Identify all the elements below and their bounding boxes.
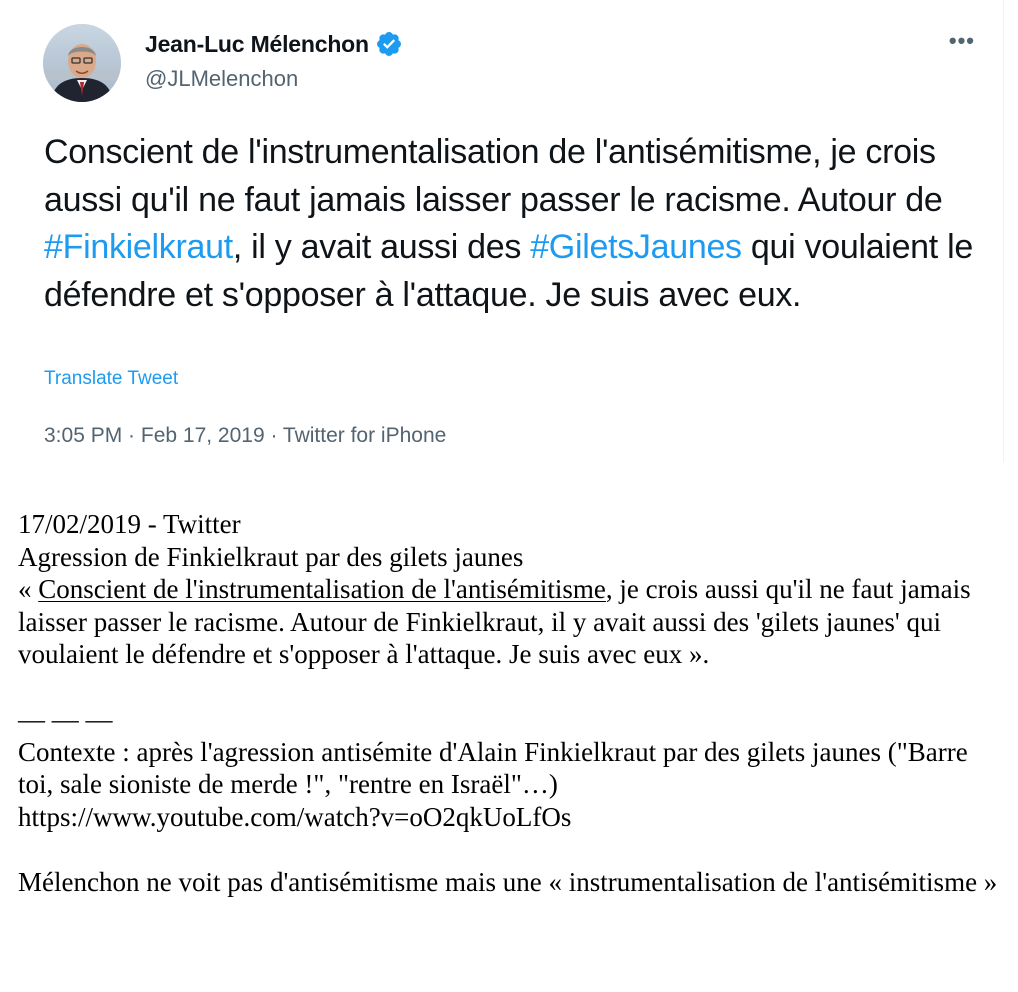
translate-tweet-link[interactable]: Translate Tweet xyxy=(44,368,179,389)
verified-badge-icon xyxy=(375,30,403,58)
quote-rest: , je crois aussi qu'il ne faut jamais laisser passer le racisme. Autour de Finkielkraut, il y avait aussi des 'gilets jaunes' qui voulaient le défendre et s'opposer à l'attaque. Je suis avec eux ». xyxy=(18,574,971,669)
avatar-photo xyxy=(43,24,121,102)
spacer xyxy=(18,833,1008,866)
quote xyxy=(18,573,1008,671)
conclusion: Mélenchon ne voit pas d'antisémitisme mais une « instrumentalisation de l'antisémitisme » xyxy=(18,866,998,897)
user-name-row[interactable] xyxy=(145,30,403,58)
date-source: 17/02/2019 - Twitter xyxy=(18,509,241,539)
tweet-card xyxy=(15,0,1004,462)
spacer xyxy=(18,671,1008,704)
quote-open: « xyxy=(18,574,39,604)
headline: Agression de Finkielkraut par des gilets jaunes xyxy=(18,541,524,572)
tweet-text xyxy=(44,129,984,319)
tweet-text-part: , il y avait aussi des xyxy=(232,228,531,266)
avatar[interactable] xyxy=(43,24,121,102)
hashtag-finkielkraut[interactable]: #Finkielkraut xyxy=(44,228,233,266)
quote-underlined: Conscient de l'instrumentalisation de l'antisémitisme xyxy=(38,574,606,604)
video-url[interactable]: https://www.youtube.com/watch?v=oO2qkUoLfOs xyxy=(18,801,572,832)
author-handle[interactable]: @JLMelenchon xyxy=(145,66,299,91)
article-text xyxy=(18,508,1008,898)
tweet-text-part: Conscient de l'instrumentalisation de l'antisémitisme, je crois aussi qu'il ne faut jamais laisser passer le racisme. Autour de xyxy=(44,133,943,219)
tweet-meta[interactable]: 3:05 PM · Feb 17, 2019 · Twitter for iPhone xyxy=(44,424,447,447)
tweet-text-part: qui voulaient le défendre et s'opposer à l'attaque. Je suis avec eux. xyxy=(44,228,973,314)
separator: — — — xyxy=(18,704,113,734)
context: Contexte : après l'agression antisémite d'Alain Finkielkraut par des gilets jaunes ("Barre toi, sale sioniste de merde !", "rentre en Israël"…) xyxy=(18,736,968,799)
author-name[interactable]: Jean-Luc Mélenchon xyxy=(145,30,369,57)
hashtag-giletsjaunes[interactable]: #GiletsJaunes xyxy=(530,228,742,266)
more-options-icon[interactable]: ••• xyxy=(948,28,975,53)
